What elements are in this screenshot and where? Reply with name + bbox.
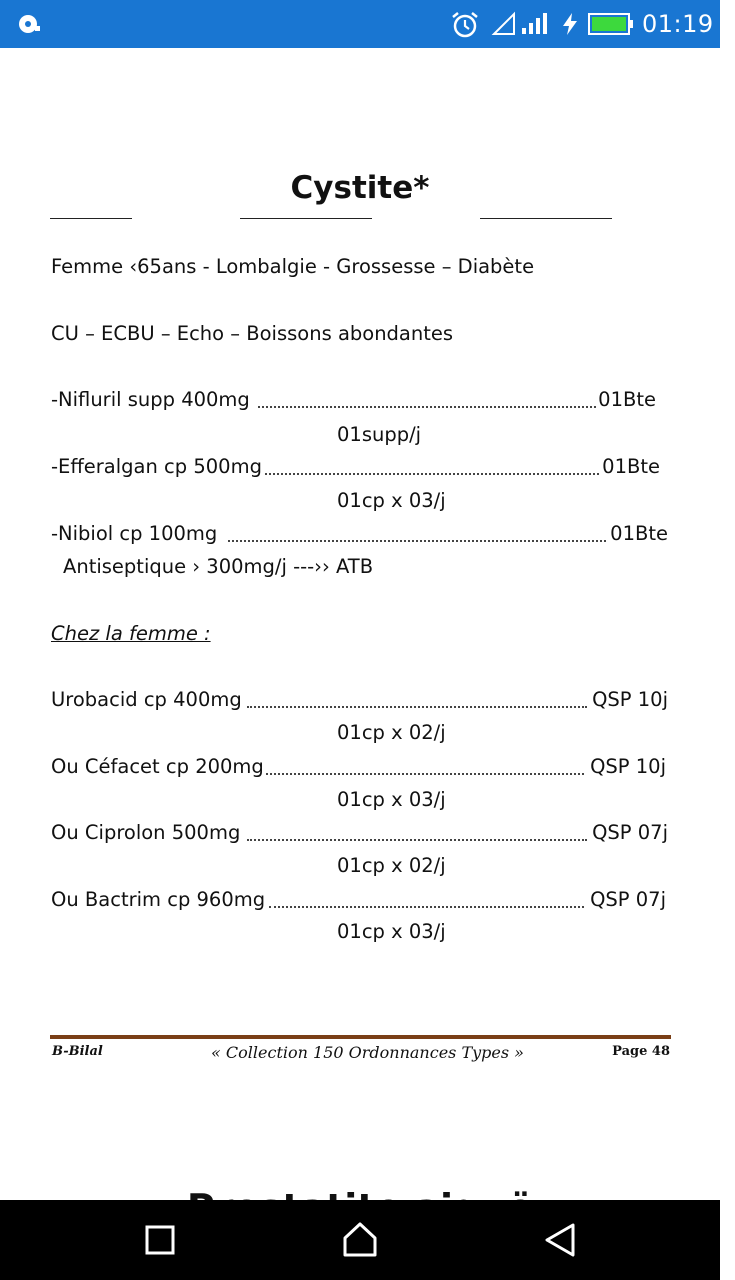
prescription-dose: 01cp x 03/j bbox=[337, 489, 446, 512]
app-notification-icon bbox=[16, 12, 42, 36]
antibiotic-qty: QSP 07j bbox=[590, 888, 666, 911]
title-rule-left bbox=[50, 218, 132, 219]
footer-page-number: Page 48 bbox=[612, 1044, 670, 1059]
footer-rule bbox=[50, 1035, 671, 1039]
antibiotic-name: Ou Bactrim cp 960mg bbox=[51, 888, 266, 911]
antibiotic-dose: 01cp x 03/j bbox=[337, 788, 446, 811]
prescription-name: -Nifluril supp 400mg bbox=[51, 388, 250, 411]
title-rule-center bbox=[240, 218, 372, 219]
antibiotic-name: Urobacid cp 400mg bbox=[51, 688, 242, 711]
antibiotic-qty: QSP 07j bbox=[592, 821, 668, 844]
prescription-qty: 01Bte bbox=[610, 522, 668, 545]
leader-dots bbox=[247, 704, 587, 708]
antibiotic-qty: QSP 10j bbox=[592, 688, 668, 711]
leader-dots bbox=[247, 837, 587, 841]
leader-dots bbox=[266, 771, 584, 775]
antibiotic-qty: QSP 10j bbox=[590, 755, 666, 778]
antibiotic-name: Ou Céfacet cp 200mg bbox=[51, 755, 264, 778]
leader-dots bbox=[258, 404, 596, 408]
battery-icon bbox=[588, 13, 634, 35]
alarm-icon bbox=[450, 10, 480, 40]
signal-icon bbox=[492, 12, 552, 36]
leader-dots bbox=[228, 538, 606, 542]
antibiotic-dose: 01cp x 03/j bbox=[337, 920, 446, 943]
navigation-bar bbox=[0, 1200, 720, 1280]
pdf-page[interactable] bbox=[0, 48, 720, 1200]
prescription-name: -Efferalgan cp 500mg bbox=[51, 455, 262, 478]
risk-factors-line: Femme ‹65ans - Lombalgie - Grossesse – Diabète bbox=[51, 255, 535, 278]
antibiotic-dose: 01cp x 02/j bbox=[337, 721, 446, 744]
footer-collection: « Collection 150 Ordonnances Types » bbox=[211, 1043, 524, 1062]
prescription-qty: 01Bte bbox=[602, 455, 660, 478]
exams-line: CU – ECBU – Echo – Boissons abondantes bbox=[51, 322, 454, 345]
antiseptic-note: Antiseptique › 300mg/j ---›› ATB bbox=[63, 555, 374, 578]
footer-author: B-Bilal bbox=[52, 1044, 103, 1059]
prescription-qty: 01Bte bbox=[598, 388, 656, 411]
title-rule-right bbox=[480, 218, 612, 219]
antibiotic-name: Ou Ciprolon 500mg bbox=[51, 821, 241, 844]
prescription-dose: 01supp/j bbox=[337, 423, 422, 446]
antibiotic-dose: 01cp x 02/j bbox=[337, 854, 446, 877]
status-bar bbox=[0, 0, 720, 48]
clock: 01:19 bbox=[642, 10, 714, 38]
back-button[interactable] bbox=[540, 1220, 580, 1260]
page-title: Cystite* bbox=[290, 170, 430, 206]
leader-dots bbox=[269, 904, 584, 908]
charging-icon bbox=[560, 12, 580, 36]
prescription-name: -Nibiol cp 100mg bbox=[51, 522, 218, 545]
section-heading-female: Chez la femme : bbox=[51, 622, 211, 645]
recents-button[interactable] bbox=[140, 1220, 180, 1260]
home-button[interactable] bbox=[340, 1220, 380, 1260]
leader-dots bbox=[265, 471, 599, 475]
